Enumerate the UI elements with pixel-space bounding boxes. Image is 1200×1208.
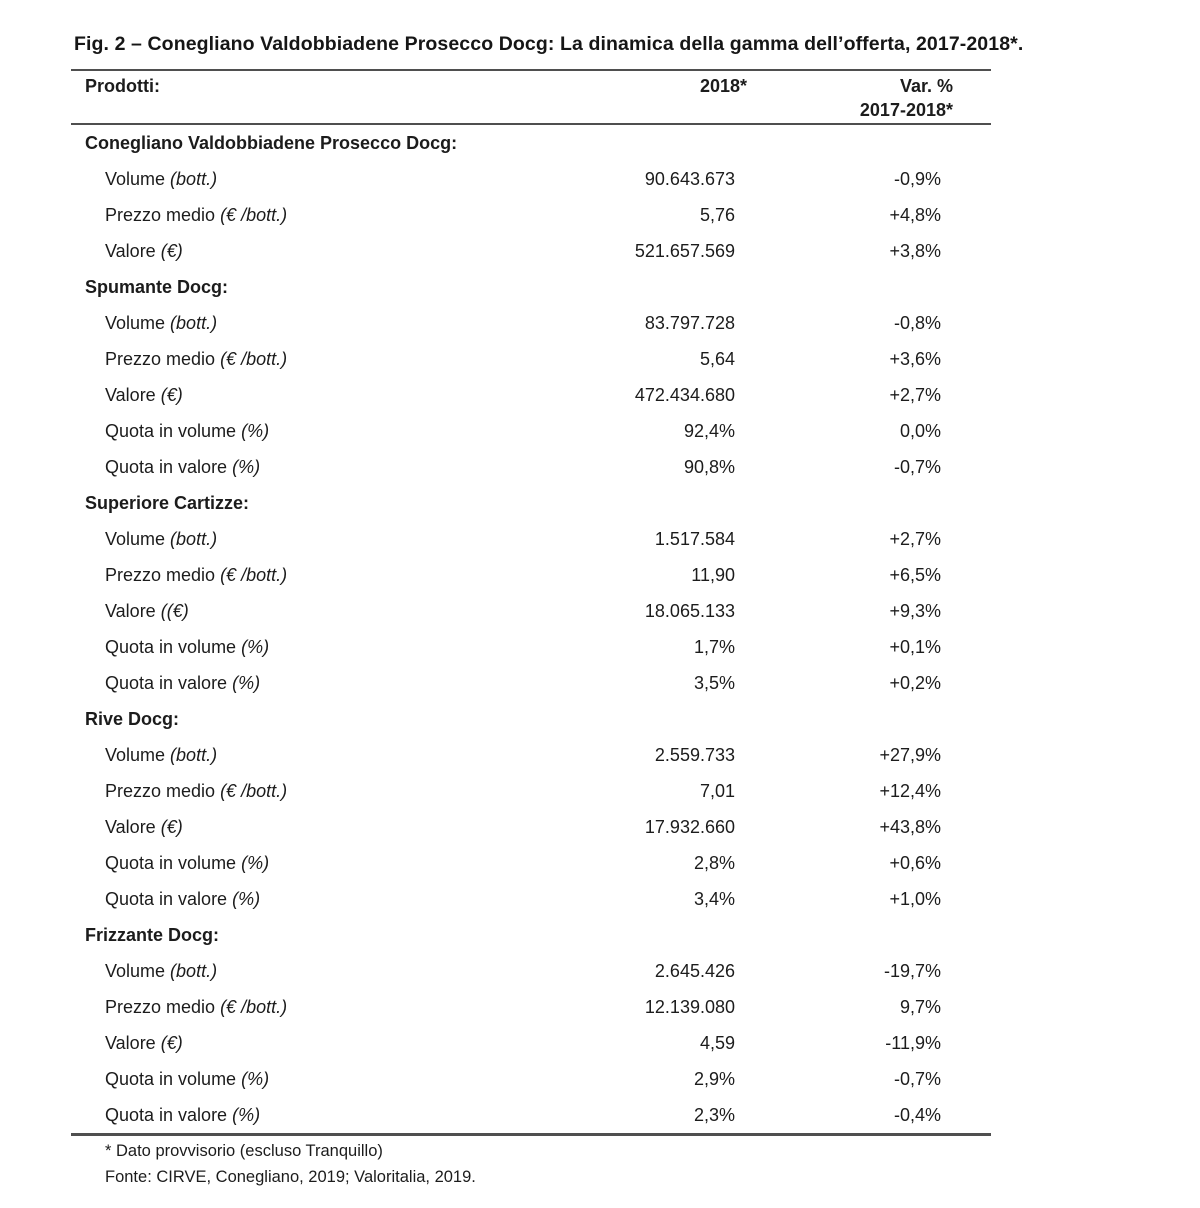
product-label bbox=[71, 737, 545, 773]
product-label bbox=[71, 1061, 545, 1097]
product-label-text: Volume bbox=[105, 312, 171, 333]
var-pct-cell: +3,8% bbox=[889, 240, 941, 261]
var-pct-cell: -0,4% bbox=[893, 1104, 941, 1125]
section-header-row bbox=[71, 269, 991, 305]
product-label bbox=[71, 773, 545, 809]
product-unit: (%) bbox=[232, 456, 261, 477]
product-label bbox=[71, 665, 545, 701]
var-pct-cell: 0,0% bbox=[899, 420, 941, 441]
product-unit: (%) bbox=[232, 1104, 261, 1125]
table-row bbox=[71, 449, 991, 485]
product-label-text: Quota in volume bbox=[105, 420, 242, 441]
var-pct-cell: +2,7% bbox=[889, 528, 941, 549]
product-label bbox=[71, 413, 545, 449]
table-row bbox=[71, 989, 991, 1025]
product-label bbox=[71, 449, 545, 485]
value-2018-cell: 521.657.569 bbox=[634, 240, 735, 261]
section-header-row bbox=[71, 917, 991, 953]
table-row bbox=[71, 341, 991, 377]
value-2018-cell: 3,4% bbox=[693, 888, 735, 909]
section-name: Spumante Docg: bbox=[85, 276, 229, 297]
value-2018-cell: 2.645.426 bbox=[654, 960, 735, 981]
var-pct-cell: +9,3% bbox=[889, 600, 941, 621]
footnotes bbox=[105, 1138, 476, 1190]
table-row bbox=[71, 1061, 991, 1097]
product-label bbox=[71, 1097, 545, 1135]
product-label bbox=[71, 197, 545, 233]
product-label-text: Quota in valore bbox=[105, 1104, 233, 1125]
offer-dynamics-table bbox=[71, 69, 991, 1136]
value-2018-cell: 83.797.728 bbox=[644, 312, 735, 333]
product-unit: (€ /bott.) bbox=[220, 348, 288, 369]
value-2018-cell: 18.065.133 bbox=[644, 600, 735, 621]
product-unit: (€) bbox=[160, 816, 183, 837]
product-label bbox=[71, 341, 545, 377]
var-pct-cell: -11,9% bbox=[885, 1032, 941, 1053]
var-pct-cell: +3,6% bbox=[889, 348, 941, 369]
product-label-text: Quota in valore bbox=[105, 456, 233, 477]
column-header-2018: 2018* bbox=[699, 76, 747, 96]
table-row bbox=[71, 845, 991, 881]
footnote-source: Fonte: CIRVE, Conegliano, 2019; Valoritalia, 2019. bbox=[105, 1168, 476, 1186]
column-header-var-pct bbox=[747, 70, 991, 124]
value-2018-cell: 17.932.660 bbox=[644, 816, 735, 837]
product-label-text: Quota in valore bbox=[105, 672, 233, 693]
table-row bbox=[71, 161, 991, 197]
product-label bbox=[71, 953, 545, 989]
footnote-provisional: * Dato provvisorio (escluso Tranquillo) bbox=[105, 1142, 383, 1160]
var-pct-cell: -19,7% bbox=[883, 960, 941, 981]
var-pct-cell: +4,8% bbox=[889, 204, 941, 225]
product-unit: (%) bbox=[241, 420, 270, 441]
product-unit: (bott.) bbox=[170, 168, 218, 189]
value-2018-cell: 90.643.673 bbox=[644, 168, 735, 189]
product-label-text: Quota in volume bbox=[105, 1068, 242, 1089]
product-label bbox=[71, 377, 545, 413]
section-name: Conegliano Valdobbiadene Prosecco Docg: bbox=[85, 132, 458, 153]
table-row bbox=[71, 557, 991, 593]
value-2018-cell: 5,76 bbox=[699, 204, 735, 225]
value-2018-cell: 90,8% bbox=[683, 456, 735, 477]
section-name: Rive Docg: bbox=[85, 708, 180, 729]
product-label-text: Prezzo medio bbox=[105, 348, 221, 369]
product-unit: (bott.) bbox=[170, 744, 218, 765]
table-row bbox=[71, 413, 991, 449]
product-label-text: Valore bbox=[105, 600, 161, 621]
product-unit: (€ /bott.) bbox=[220, 996, 288, 1017]
product-label bbox=[71, 1025, 545, 1061]
product-label-text: Valore bbox=[105, 1032, 161, 1053]
product-label bbox=[71, 629, 545, 665]
value-2018-cell: 3,5% bbox=[693, 672, 735, 693]
value-2018-cell: 472.434.680 bbox=[634, 384, 735, 405]
value-2018-cell: 92,4% bbox=[683, 420, 735, 441]
section-header-row bbox=[71, 485, 991, 521]
product-unit: ((€) bbox=[160, 600, 189, 621]
section-header-row bbox=[71, 124, 991, 161]
product-label-text: Valore bbox=[105, 384, 161, 405]
var-pct-cell: 9,7% bbox=[899, 996, 941, 1017]
section-header-row bbox=[71, 701, 991, 737]
product-unit: (bott.) bbox=[170, 312, 218, 333]
section-name: Frizzante Docg: bbox=[85, 924, 220, 945]
product-unit: (%) bbox=[241, 852, 270, 873]
product-label-text: Quota in valore bbox=[105, 888, 233, 909]
product-unit: (€ /bott.) bbox=[220, 204, 288, 225]
product-label bbox=[71, 233, 545, 269]
var-pct-cell: +0,6% bbox=[889, 852, 941, 873]
table-row bbox=[71, 737, 991, 773]
figure-caption: Fig. 2 – Conegliano Valdobbiadene Prosecco Docg: La dinamica della gamma dell’offerta, 2017-2018*. bbox=[74, 33, 1024, 55]
product-label-text: Prezzo medio bbox=[105, 780, 221, 801]
product-label-text: Volume bbox=[105, 528, 171, 549]
header-row bbox=[71, 70, 991, 124]
product-label bbox=[71, 557, 545, 593]
value-2018-cell: 11,90 bbox=[691, 564, 735, 585]
table-row bbox=[71, 953, 991, 989]
value-2018-cell: 2,8% bbox=[693, 852, 735, 873]
product-unit: (€) bbox=[160, 240, 183, 261]
table-row bbox=[71, 1025, 991, 1061]
product-label-text: Volume bbox=[105, 744, 171, 765]
var-pct-header-line1: Var. % bbox=[899, 76, 953, 96]
product-label bbox=[71, 989, 545, 1025]
var-pct-cell: +0,2% bbox=[889, 672, 941, 693]
product-label-text: Prezzo medio bbox=[105, 564, 221, 585]
value-2018-cell: 2,9% bbox=[693, 1068, 735, 1089]
var-pct-cell: -0,7% bbox=[893, 1068, 941, 1089]
product-label-text: Prezzo medio bbox=[105, 204, 221, 225]
table-row bbox=[71, 377, 991, 413]
var-pct-cell: +0,1% bbox=[889, 636, 941, 657]
var-pct-cell: +1,0% bbox=[889, 888, 941, 909]
product-unit: (bott.) bbox=[170, 528, 218, 549]
table-row bbox=[71, 881, 991, 917]
table-row bbox=[71, 593, 991, 629]
table-row bbox=[71, 233, 991, 269]
table-row bbox=[71, 1097, 991, 1135]
table-row bbox=[71, 809, 991, 845]
column-header-prodotti: Prodotti: bbox=[85, 76, 160, 96]
product-label-text: Quota in volume bbox=[105, 636, 242, 657]
value-2018-cell: 5,64 bbox=[699, 348, 735, 369]
value-2018-cell: 7,01 bbox=[699, 780, 735, 801]
product-label bbox=[71, 521, 545, 557]
product-label bbox=[71, 593, 545, 629]
product-label-text: Valore bbox=[105, 240, 161, 261]
product-label bbox=[71, 809, 545, 845]
var-pct-cell: +6,5% bbox=[889, 564, 941, 585]
product-label-text: Prezzo medio bbox=[105, 996, 221, 1017]
product-unit: (%) bbox=[241, 636, 270, 657]
var-pct-cell: -0,7% bbox=[893, 456, 941, 477]
product-label bbox=[71, 845, 545, 881]
product-label-text: Volume bbox=[105, 168, 171, 189]
product-label-text: Volume bbox=[105, 960, 171, 981]
product-unit: (bott.) bbox=[170, 960, 218, 981]
product-unit: (€) bbox=[160, 1032, 183, 1053]
product-unit: (%) bbox=[232, 672, 261, 693]
table-row bbox=[71, 665, 991, 701]
var-pct-cell: -0,9% bbox=[893, 168, 941, 189]
var-pct-cell: +2,7% bbox=[889, 384, 941, 405]
value-2018-cell: 4,59 bbox=[699, 1032, 735, 1053]
table-row bbox=[71, 197, 991, 233]
var-pct-cell: +27,9% bbox=[879, 744, 941, 765]
var-pct-cell: +43,8% bbox=[879, 816, 941, 837]
table-row bbox=[71, 521, 991, 557]
table-row bbox=[71, 305, 991, 341]
var-pct-header-line2: 2017-2018* bbox=[859, 100, 953, 120]
product-label-text: Valore bbox=[105, 816, 161, 837]
value-2018-cell: 2,3% bbox=[693, 1104, 735, 1125]
var-pct-cell: +12,4% bbox=[879, 780, 941, 801]
value-2018-cell: 12.139.080 bbox=[644, 996, 735, 1017]
product-unit: (€) bbox=[160, 384, 183, 405]
var-pct-cell: -0,8% bbox=[893, 312, 941, 333]
product-unit: (€ /bott.) bbox=[220, 564, 288, 585]
value-2018-cell: 2.559.733 bbox=[654, 744, 735, 765]
product-unit: (%) bbox=[241, 1068, 270, 1089]
product-unit: (%) bbox=[232, 888, 261, 909]
product-label-text: Quota in volume bbox=[105, 852, 242, 873]
product-label bbox=[71, 305, 545, 341]
value-2018-cell: 1.517.584 bbox=[654, 528, 735, 549]
table-body bbox=[71, 124, 991, 1135]
table-header bbox=[71, 70, 991, 124]
section-name: Superiore Cartizze: bbox=[85, 492, 250, 513]
value-2018-cell: 1,7% bbox=[693, 636, 735, 657]
product-unit: (€ /bott.) bbox=[220, 780, 288, 801]
product-label bbox=[71, 881, 545, 917]
table-row bbox=[71, 773, 991, 809]
table-row bbox=[71, 629, 991, 665]
product-label bbox=[71, 161, 545, 197]
